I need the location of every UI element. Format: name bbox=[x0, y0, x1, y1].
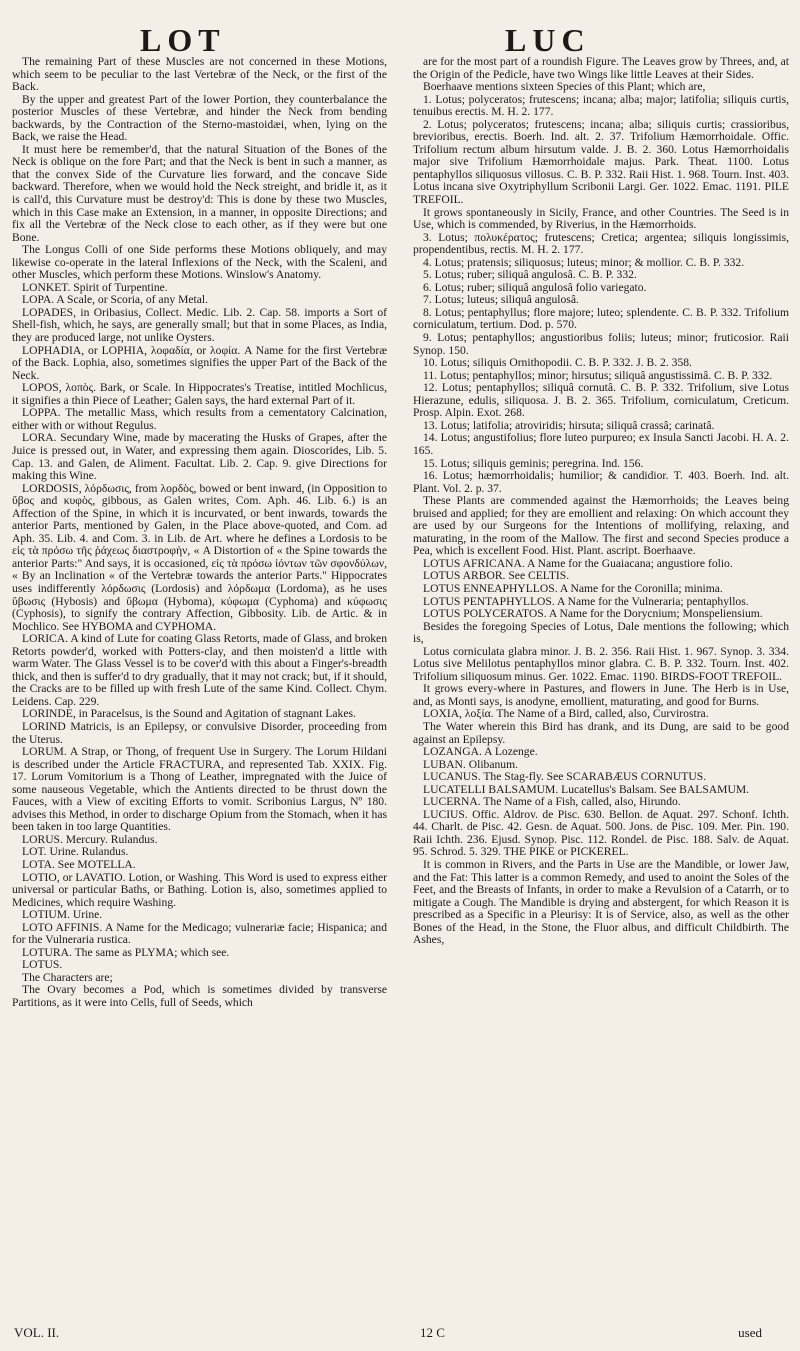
paragraph: LOTUS AFRICANA. A Name for the Guaiacana; angustiore folio. bbox=[423, 556, 733, 570]
paragraph: LORUS. Mercury. Rulandus. bbox=[22, 832, 158, 846]
paragraph: 3. Lotus; πολυκέρατος; frutescens; Cretica; argentea; siliquis longissimis, propendentibus, rectis. M. H. 2. 177. bbox=[413, 230, 789, 257]
paragraph: Besides the foregoing Species of Lotus, Dale mentions the following; which is, bbox=[413, 619, 789, 646]
paragraph: LOTA. See MOTELLA. bbox=[22, 858, 136, 871]
paragraph: 12. Lotus; pentaphyllos; siliquâ cornutâ. C. B. P. 332. Trifolium, sive Lotus Hierazune, edulis, siliquosa. J. B. 2. 365. Trifolium, corniculatum, Creticum. Prosp. Alpin. Exot. 268. bbox=[413, 381, 789, 420]
paragraph: LORUM. A Strap, or Thong, of frequent Use in Surgery. The Lorum Hildani is described under the Article FRACTURA, and represented Tab. XXIX. Fig. 17. Lorum Vomitorium is a Thong of Leather, impregnated with the Juice of some nauseous Vegetable, which the Antients directed to be thrust down the Fauces, with a View of exciting Efforts to vomit. Scribonius Largus, Nº 180. advises this Method, in order to discharge Opium from the Stomach, when it has been taken in too large Quantities. bbox=[12, 745, 387, 834]
paragraph: LOT. Urine. Rulandus. bbox=[22, 845, 129, 859]
paragraph: LOXIA, λοξία. The Name of a Bird, called, also, Curvirostra. bbox=[423, 707, 709, 721]
running-header bbox=[0, 22, 800, 58]
paragraph: LORIND Matricis, is an Epilepsy, or convulsive Disorder, proceeding from the Uterus. bbox=[12, 719, 387, 746]
paragraph: LOTUS ENNEAPHYLLOS. A Name for the Coronilla; minima. bbox=[423, 581, 723, 595]
paragraph: 4. Lotus; pratensis; siliquosus; luteus; minor; & mollior. C. B. P. 332. bbox=[423, 255, 745, 269]
paragraph: LOTO AFFINIS. A Name for the Medicago; vulnerariæ facie; Hispanica; and for the Vulneraria rustica. bbox=[12, 920, 387, 947]
paragraph: 7. Lotus; luteus; siliquâ angulosâ. bbox=[423, 293, 579, 307]
paragraph: 11. Lotus; pentaphyllos; minor; hirsutus; siliquâ angustissimâ. C. B. P. 332. bbox=[423, 368, 773, 382]
paragraph: LOTURA. The same as PLYMA; which see. bbox=[22, 945, 230, 959]
paragraph: It must here be remember'd, that the natural Situation of the Bones of the Neck is oblique on the fore Part; and that the Neck is bent in such a manner, as that the convex Side of the Curvature lies forward, and the concave Side backward. Therefore, when we would hold the Neck streight, and bridle it, as it is call'd, this Curvature must be destroy'd: This is done by these two Muscles, which in this Case make an Extension, in a manner, in opposite Directions; and fix all the Vertebræ of the Neck close to each other, as if they were but one Bone. bbox=[12, 142, 387, 244]
paragraph: LOTUS ARBOR. See CELTIS. bbox=[423, 569, 570, 583]
paragraph: The Water wherein this Bird has drank, and its Dung, are said to be good against an Epilepsy. bbox=[413, 719, 789, 746]
paragraph: The Ovary becomes a Pod, which is sometimes divided by transverse Partitions, as it were into Cells, full of Seeds, which bbox=[12, 983, 387, 1010]
paragraph: 15. Lotus; siliquis geminis; peregrina. Ind. 156. bbox=[423, 456, 644, 470]
paragraph: LOPHADIA, or LOPHIA, λοφαδία, or λοφία. A Name for the first Vertebræ of the Back. Lophia, also, sometimes signifies the upper Part of the Back of the Neck. bbox=[12, 343, 387, 382]
paragraph: LOTUS PENTAPHYLLOS. A Name for the Vulneraria; pentaphyllos. bbox=[423, 594, 749, 608]
paragraph: It grows every-where in Pastures, and flowers in June. The Herb is in Use, and, as Monti says, is anodyne, emollient, maturating, and good for Burns. bbox=[413, 682, 789, 708]
paragraph: LOTUS POLYCERATOS. A Name for the Dorycnium; Monspeliensium. bbox=[423, 607, 763, 621]
paragraph: 5. Lotus; ruber; siliquâ angulosâ. C. B. P. 332. bbox=[423, 268, 637, 282]
paragraph: LOTIUM. Urine. bbox=[22, 908, 103, 922]
paragraph: Lotus corniculata glabra minor. J. B. 2. 356. Raii Hist. 1. 967. Synop. 3. 334. Lotus sive Melilotus pentaphyllos minor glabra. C. B. P. 332. Tourn. Inst. 402. Trifolium siliquosum minus. Ger. 1022. Emac. 1190. BIRDS-FOOT TREFOIL. bbox=[413, 644, 789, 683]
paragraph: These Plants are commended against the Hæmorrhoids; the Leaves being bruised and applied; for they are emollient and relaxing: On which account they are used by our Surgeons for the Intentions of mollifying, relaxing, and maturating, in the room of the Mallow. The first and second Species produce a Pea, which is excellent Food. Hist. Plant. ascript. Boerhaave. bbox=[413, 494, 789, 558]
paragraph: 9. Lotus; pentaphyllos; angustioribus foliis; luteus; minor; fruticosior. Raii Synop. 150. bbox=[413, 331, 789, 357]
paragraph: The Characters are; bbox=[22, 970, 113, 984]
paragraph: LUCERNA. The Name of a Fish, called, also, Hirundo. bbox=[423, 795, 681, 809]
paragraph: Boerhaave mentions sixteen Species of this Plant; which are, bbox=[423, 80, 706, 94]
left-text-column bbox=[12, 56, 387, 1331]
paragraph: 6. Lotus; ruber; siliquâ angulosâ folio variegato. bbox=[423, 280, 647, 294]
paragraph: LOPADES, in Oribasius, Collect. Medic. Lib. 2. Cap. 58. imports a Sort of Shell-fish, which, he says, are generally small; but that in some Places, as India, they are produced large, not unlike Oysters. bbox=[12, 305, 387, 345]
paragraph: LORICA. A kind of Lute for coating Glass Retorts, made of Glass, and broken Retorts powder'd, worked with Potters-clay, and then moisten'd a little with warm Water. The Glass Vessel is to be cover'd with this about a Finger's-breadth thick, and then is suffer'd to dry gradually, that it may not crack; but, if it should, the Cracks are to be filled up with fresh Lute of the same Kind. Collect. Chym. Leidens. Cap. 229. bbox=[12, 632, 387, 708]
paragraph: The Longus Colli of one Side performs these Motions obliquely, and may likewise co-operate in the lateral Inflexions of the Neck, with the Scaleni, and other Muscles, which perform these Motions. Winslow's Anatomy. bbox=[12, 243, 387, 282]
paragraph: LOPPA. The metallic Mass, which results from a cementatory Calcination, either with or without Regulus. bbox=[12, 406, 387, 432]
paragraph: LUCATELLI BALSAMUM. Lucatellus's Balsam. See BALSAMUM. bbox=[423, 782, 750, 796]
left-headword: LOT bbox=[140, 22, 226, 58]
volume-signature: VOL. II. bbox=[14, 1325, 60, 1340]
paragraph: LORA. Secundary Wine, made by macerating the Husks of Grapes, after the Juice is pressed out, in Water, and expressing them again. Dioscorides, Lib. 5. Cap. 13. and Galen, de Aliment. Facultat. Lib. 2. Cap. 9. give Directions for making this Wine. bbox=[12, 431, 387, 483]
paragraph: 16. Lotus; hæmorrhoidalis; humilior; & candidior. T. 403. Boerh. Ind. alt. Plant. Vol. 2. p. 37. bbox=[413, 469, 789, 495]
signature-mark: 12 C bbox=[420, 1325, 445, 1340]
paragraph: LOTUS. bbox=[22, 958, 63, 972]
paragraph: LUBAN. Olibanum. bbox=[423, 757, 518, 771]
paragraph: It grows spontaneously in Sicily, France, and other Countries. The Seed is in Use, which is commended, by Riverius, in the Hæmorrhoids. bbox=[413, 205, 789, 232]
paragraph: LORDOSIS, λόρδωσις, from λορδὸς, bowed or bent inward, (in Opposition to ὕβος and κυφὸς, gibbous, as Galen writes, Com. Aph. 46. Lib. 6.) is an Affection of the Spine, in which it is incurvated, or bent inwards, towards the anterior Parts, mentioned by Galen, in the Place above-quoted, and Com. ad Aph. 35. Lib. 4. and Com. 3. in Lib. de Art. where he defines a Lordosis to be εἰς τὰ πρόσω τῆς ῥάχεως διαστροφὴν, « A Distortion of « the Spine towards the anterior Parts:" And says, it is occasioned, εἰς τὰ πρόσω ἰόντων τῶν σφονδύλων, « By an Inclination « of the Vertebræ towards the anterior Parts." Hippocrates uses indifferently λόρδωσις (Lordosis) and λόρδωμα (Lordoma), as he uses ὕβωσις (Hybosis) and ὕβωμα (Hyboma), κύφωμα (Cyphoma) and κύφωσις (Cyphosis), to signify the contrary Affection, Gibbosity. Lib. de Artic. & in Mochlico. See HYBOMA and CYPHOMA. bbox=[12, 481, 387, 633]
paragraph: 10. Lotus; siliquis Ornithopodii. C. B. P. 332. J. B. 2. 358. bbox=[423, 356, 692, 370]
paragraph: The remaining Part of these Muscles are not concerned in these Motions, which seem to be peculiar to the last Vertebræ of the Neck, or the first of the Back. bbox=[12, 56, 387, 94]
catchword: used bbox=[738, 1325, 763, 1340]
paragraph: are for the most part of a roundish Figure. The Leaves grow by Threes, and, at the Origin of the Pedicle, have two Wings like little Leaves at their Sides. bbox=[413, 56, 789, 81]
right-headword: LUC bbox=[505, 22, 591, 58]
paragraph: By the upper and greatest Part of the lower Portion, they counterbalance the posterior Muscles of these Vertebræ, and hinder the Neck from bending backwards, by the Contraction of the Sterno-mastoidæi, when, lying on the Back, we raise the Head. bbox=[12, 92, 387, 144]
paragraph: LOTIO, or LAVATIO. Lotion, or Washing. This Word is used to express either universal or particular Baths, or Bathing. Lotion is, also, sometimes applied to Medicines, which require Washing. bbox=[12, 870, 387, 909]
paragraph: LUCANUS. The Stag-fly. See SCARABÆUS CORNUTUS. bbox=[423, 770, 707, 784]
gathering-signature bbox=[420, 1325, 762, 1341]
paragraph: LUCIUS. Offic. Aldrov. de Pisc. 630. Bellon. de Aquat. 297. Schonf. Ichth. 44. Charlt. de Pisc. 42. Gesn. de Aquat. 500. Jons. de Pisc. 109. Mer. Pin. 190. Raii Ichth. 236. Ejusd. Synop. Pisc. 112. Rondel. de Pisc. 188. Salv. de Aquat. 95. Schrod. 5. 329. THE PIKE or PICKEREL. bbox=[413, 807, 789, 859]
paragraph: 8. Lotus; pentaphyllus; flore majore; luteo; splendente. C. B. P. 332. Trifolium corniculatum, tertium. Dod. p. 570. bbox=[413, 305, 789, 332]
paragraph: 1. Lotus; polyceratos; frutescens; incana; alba; major; latifolia; siliquis curtis, tenuibus erectis. M. H. 2. 177. bbox=[413, 92, 789, 119]
right-text-column bbox=[413, 56, 789, 1331]
paragraph: LOPOS, λοπὸς. Bark, or Scale. In Hippocrates's Treatise, intitled Mochlicus, it signifies a thin Piece of Leather; Galen says, the hard external Part of it. bbox=[12, 381, 387, 407]
paragraph: LONKET. Spirit of Turpentine. bbox=[22, 280, 168, 294]
paragraph: LOZANGA. A Lozenge. bbox=[423, 745, 538, 759]
paragraph: LOPA. A Scale, or Scoria, of any Metal. bbox=[22, 293, 209, 307]
paragraph: 2. Lotus; polyceratos; frutescens; incana; alba; siliquis curtis; crassioribus, brevioribus, erectis. Boerh. Ind. alt. 2. 37. Trifolium Hæmorrhoidale. Offic. Trifolium rectum album hirsutum valde. J. B. 2. 360. Lotus Hæmorrhoidalis major sive Trifolium Hæmorrhoidale majus. Park. Theat. 1100. Lotus pentaphyllos siliquosus villosus. C. B. P. 332. Raii Hist. 1. 968. Tourn. Inst. 403. Lotus incana sive Oxytriphyllum Scribonii Largi. Ger. 1022. Emac. 1191. PILE TREFOIL. bbox=[413, 117, 789, 207]
paragraph: 13. Lotus; latifolia; atroviridis; hirsuta; siliquâ crassâ; carinatâ. bbox=[423, 418, 715, 432]
paragraph: It is common in Rivers, and the Parts in Use are the Mandible, or lower Jaw, and the Fat: This latter is a common Remedy, and used to anoint the Soles of the Feet, and the Breasts of Infants, in order to make a Revulsion of a Catarrh, or to mitigate a Cough. The Mandible is drying and abstergent, for which Reason it is prescribed as a Specific in a Pleurisy: It is of Service, also, as well as the other Bones of the Head, in the Stone, the Fluor albus, and difficult Childbirth. The Ashes, bbox=[413, 858, 789, 947]
paragraph: 14. Lotus; angustifolius; flore luteo purpureo; ex Insula Sancti Jacobi. H. A. 2. 165. bbox=[413, 431, 789, 457]
paragraph: LORINDE, in Paracelsus, is the Sound and Agitation of stagnant Lakes. bbox=[22, 707, 356, 721]
